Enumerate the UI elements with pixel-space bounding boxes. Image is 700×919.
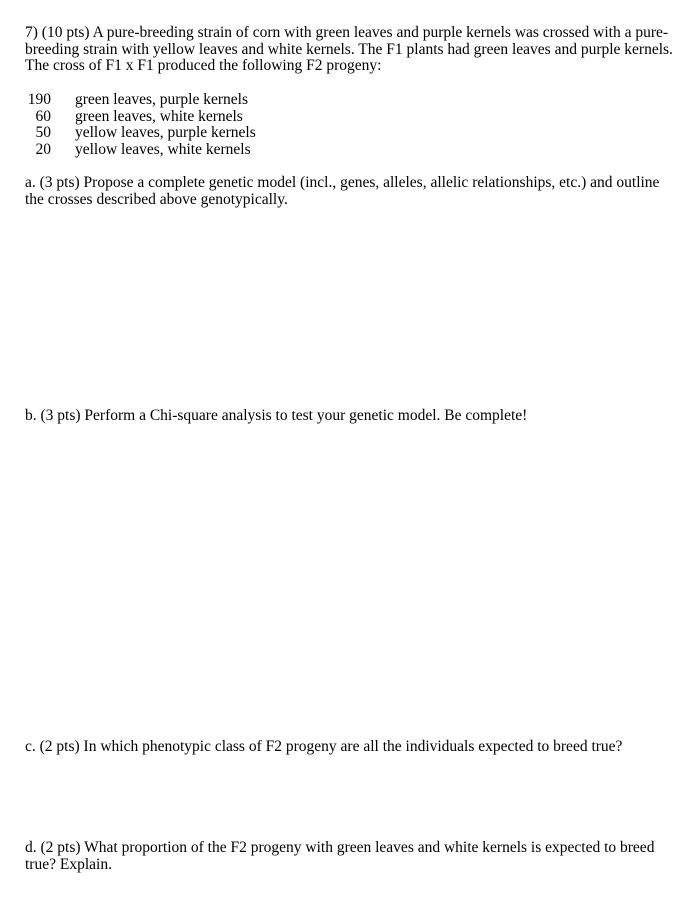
f2-progeny-table [25,92,425,158]
progeny-phenotype: yellow leaves, white kernels [75,140,251,158]
progeny-phenotype: yellow leaves, purple kernels [75,124,256,141]
progeny-phenotype: green leaves, purple kernels [75,91,249,108]
problem-intro: 7) (10 pts) A pure-breeding strain of corn with green leaves and purple kernels was crossed with a pure-breeding strain with yellow leaves and white kernels. The F1 plants had green leaves and purple kernels. The cross of F1 x F1 produced the following F2 progeny: [25,24,673,74]
progeny-count: 50 [35,124,51,141]
progeny-phenotype: green leaves, white kernels [75,107,243,125]
progeny-count: 60 [35,107,51,125]
progeny-count: 20 [35,140,51,158]
question-b: b. (3 pts) Perform a Chi-square analysis to test your genetic model. Be complete! [25,407,528,424]
progeny-count: 190 [27,91,51,108]
question-d: d. (2 pts) What proportion of the F2 progeny with green leaves and white kernels is expected to breed true? Explain. [25,839,655,873]
progeny-row [25,125,425,142]
progeny-row [25,142,425,159]
question-a: a. (3 pts) Propose a complete genetic model (incl., genes, alleles, allelic relationships, etc.) and outline the crosses described above genotypically. [25,174,660,208]
progeny-row [25,92,425,109]
progeny-row [25,109,425,126]
question-c: c. (2 pts) In which phenotypic class of F2 progeny are all the individuals expected to breed true? [25,738,623,755]
